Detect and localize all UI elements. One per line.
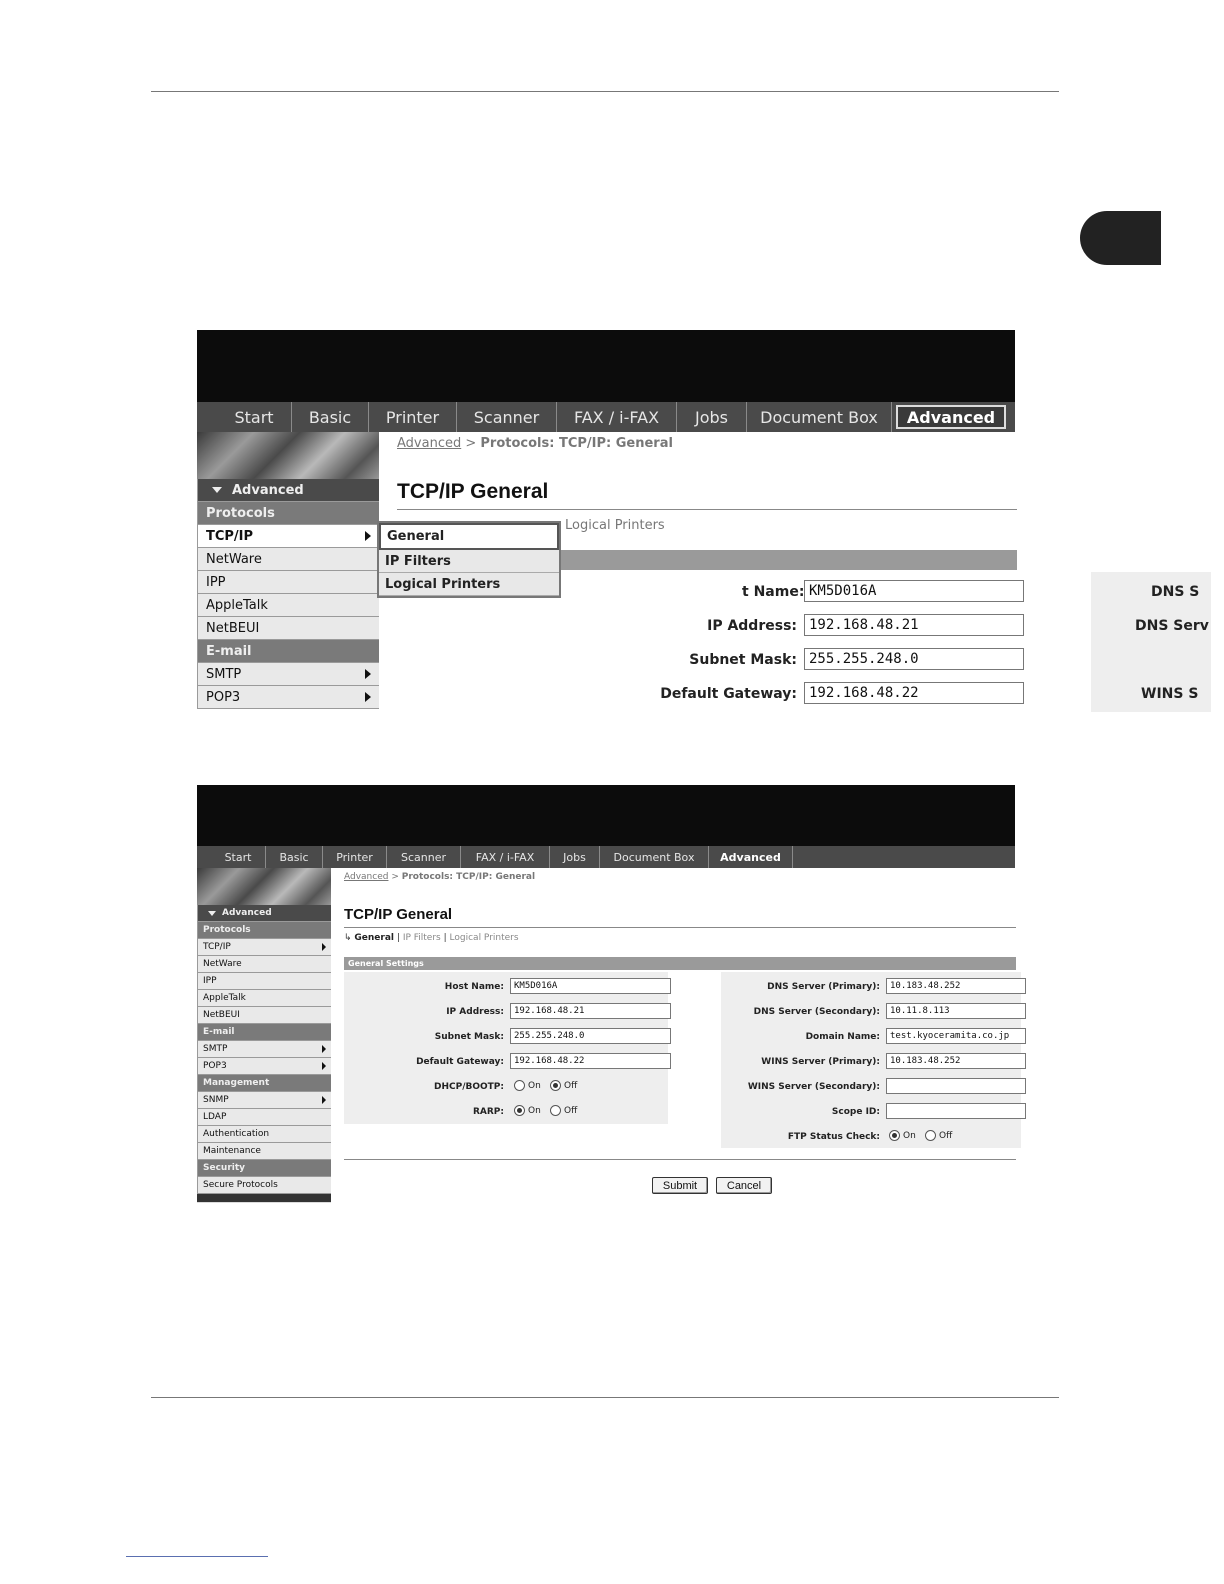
tab-jobs[interactable]: Jobs <box>550 846 600 868</box>
form-bottom-rule <box>344 1159 1016 1160</box>
sidebar-item-ipp[interactable]: IPP <box>197 571 379 594</box>
left-settings-panel <box>344 972 668 1124</box>
sidebar-item-smtp[interactable] <box>197 1041 331 1058</box>
tab-scanner[interactable]: Scanner <box>457 402 557 432</box>
sidebar-item-pop3[interactable] <box>197 1058 331 1075</box>
footer-link-underline <box>126 1556 268 1557</box>
footer-rule <box>151 1397 1059 1398</box>
subnet-mask-input[interactable]: 255.255.248.0 <box>510 1028 671 1044</box>
breadcrumb-separator: > <box>465 436 477 451</box>
sidebar-section-protocols: Protocols <box>197 922 331 939</box>
sidebar-header-label: Advanced <box>222 908 272 918</box>
scope-id-input[interactable] <box>886 1103 1026 1119</box>
breadcrumb <box>344 872 535 882</box>
tab-printer[interactable]: Printer <box>369 402 457 432</box>
subtabs <box>344 933 519 943</box>
sidebar-item-label: POP3 <box>206 689 241 705</box>
sidebar-header-label: Advanced <box>232 482 304 498</box>
breadcrumb-current: Protocols: TCP/IP: General <box>401 872 536 882</box>
breadcrumb-link-advanced[interactable]: Advanced <box>344 872 389 882</box>
radio-icon <box>925 1130 936 1141</box>
submenu-item-general[interactable]: General <box>379 523 559 550</box>
sidebar-item-netware[interactable]: NetWare <box>197 548 379 571</box>
top-banner <box>197 330 1015 402</box>
subtab-general[interactable]: General <box>354 933 395 943</box>
breadcrumb <box>397 436 673 451</box>
breadcrumb-separator: > <box>391 872 399 882</box>
ip-address-input[interactable]: 192.168.48.21 <box>510 1003 671 1019</box>
radio-label: Off <box>939 1130 953 1141</box>
submenu-arrow-icon <box>365 669 371 679</box>
sidebar-item-label: TCP/IP <box>206 528 254 544</box>
subtab-ip-filters[interactable]: IP Filters <box>402 933 441 943</box>
rarp-off-radio[interactable] <box>550 1105 577 1116</box>
header-rule <box>151 91 1059 92</box>
sidebar-section-protocols: Protocols <box>197 502 379 525</box>
ip-address-input[interactable]: 192.168.48.21 <box>804 614 1024 636</box>
submenu-arrow-icon <box>365 531 371 541</box>
radio-label: Off <box>564 1080 578 1091</box>
section-header: General Settings <box>344 957 1016 970</box>
tab-start[interactable]: Start <box>211 846 266 868</box>
sidebar-item-authentication[interactable]: Authentication <box>197 1126 331 1143</box>
wins-secondary-input[interactable] <box>886 1078 1026 1094</box>
subnet-mask-input[interactable]: 255.255.248.0 <box>804 648 1024 670</box>
title-rule <box>397 509 1017 510</box>
host-name-input[interactable]: KM5D016A <box>510 978 671 994</box>
screenshot-zoomed <box>197 330 1209 706</box>
sidebar-footer <box>197 1194 331 1202</box>
sidebar-item-pop3[interactable] <box>197 686 379 709</box>
domain-name-label: Domain Name: <box>805 1032 880 1042</box>
radio-icon-selected <box>550 1080 561 1091</box>
sidebar-item-snmp[interactable] <box>197 1092 331 1109</box>
submenu-arrow-icon <box>322 943 326 951</box>
sidebar-section-security: Security <box>197 1160 331 1177</box>
radio-icon <box>550 1105 561 1116</box>
sidebar-banner-image <box>197 432 379 479</box>
sidebar-section-email: E-mail <box>197 640 379 663</box>
submenu-arrow-icon <box>322 1062 326 1070</box>
radio-label: On <box>528 1105 541 1116</box>
submenu-arrow-icon <box>322 1096 326 1104</box>
default-gateway-input[interactable]: 192.168.48.22 <box>804 682 1024 704</box>
rarp-label: RARP: <box>472 1107 504 1117</box>
ftp-status-on-radio[interactable] <box>889 1130 916 1141</box>
screenshot-full <box>197 785 1015 1203</box>
wins-primary-input[interactable]: 10.183.48.252 <box>886 1053 1026 1069</box>
default-gateway-input[interactable]: 192.168.48.22 <box>510 1053 671 1069</box>
radio-icon-selected <box>889 1130 900 1141</box>
chapter-tab <box>1080 211 1161 265</box>
scope-id-label: Scope ID: <box>831 1107 880 1117</box>
title-rule <box>344 927 1016 928</box>
wins-primary-label: WINS Server (Primary): <box>761 1057 880 1067</box>
dns-secondary-label: DNS Server (Secondary): <box>753 1007 880 1017</box>
dns-primary-input[interactable]: 10.183.48.252 <box>886 978 1026 994</box>
tab-advanced[interactable]: Advanced <box>709 846 793 868</box>
sidebar-item-label: SMTP <box>206 666 242 682</box>
page-title: TCP/IP General <box>397 480 549 503</box>
radio-icon-selected <box>514 1105 525 1116</box>
submenu-item-ip-filters[interactable]: IP Filters <box>379 550 559 573</box>
dhcp-label: DHCP/BOOTP: <box>434 1082 504 1092</box>
host-name-label: Host Name: <box>444 982 504 992</box>
dhcp-off-radio[interactable] <box>550 1080 577 1091</box>
ip-address-label: IP Address: <box>707 618 797 634</box>
nav-tabs <box>197 846 1015 868</box>
tab-document-box[interactable]: Document Box <box>747 402 892 432</box>
default-gateway-label: Default Gateway: <box>416 1057 504 1067</box>
host-name-input[interactable]: KM5D016A <box>804 580 1024 602</box>
sidebar-item-ldap[interactable]: LDAP <box>197 1109 331 1126</box>
sidebar-advanced-header[interactable] <box>197 905 331 922</box>
collapse-icon <box>208 911 216 916</box>
tcpip-submenu <box>377 521 561 598</box>
default-gateway-label: Default Gateway: <box>660 686 797 702</box>
nav-tabs <box>197 402 1015 432</box>
cancel-button[interactable]: Cancel <box>716 1177 772 1194</box>
sidebar-item-maintenance[interactable]: Maintenance <box>197 1143 331 1160</box>
submenu-item-logical-printers[interactable]: Logical Printers <box>379 573 559 596</box>
sidebar-item-label: TCP/IP <box>203 942 231 952</box>
ip-address-label: IP Address: <box>446 1007 504 1017</box>
sidebar-section-email: E-mail <box>197 1024 331 1041</box>
sidebar-item-label: SMTP <box>203 1044 228 1054</box>
subtab-separator: | <box>443 933 447 943</box>
sidebar-item-tcpip[interactable] <box>197 939 331 956</box>
sidebar-item-ipp[interactable]: IPP <box>197 973 331 990</box>
sidebar-section-management: Management <box>197 1075 331 1092</box>
sidebar-item-appletalk[interactable]: AppleTalk <box>197 594 379 617</box>
tab-advanced[interactable]: Advanced <box>896 405 1006 429</box>
ftp-status-label: FTP Status Check: <box>787 1132 880 1142</box>
sidebar-item-secure-protocols[interactable]: Secure Protocols <box>197 1177 331 1194</box>
subtab-separator: | <box>396 933 400 943</box>
sidebar-banner-image <box>197 868 331 905</box>
radio-icon <box>514 1080 525 1091</box>
tab-printer[interactable]: Printer <box>323 846 387 868</box>
host-name-label: t Name: <box>742 584 805 600</box>
tab-document-box[interactable]: Document Box <box>600 846 709 868</box>
subnet-mask-label: Subnet Mask: <box>434 1032 504 1042</box>
subnet-mask-label: Subnet Mask: <box>689 652 797 668</box>
collapse-icon <box>212 487 222 493</box>
subtab-logical-printers-partial[interactable]: Logical Printers <box>565 518 665 533</box>
subtab-logical-printers[interactable]: Logical Printers <box>449 933 519 943</box>
radio-label: Off <box>564 1105 578 1116</box>
subtab-arrow-icon: ↳ <box>344 933 355 943</box>
sidebar-item-smtp[interactable] <box>197 663 379 686</box>
tab-fax[interactable]: FAX / i-FAX <box>557 402 677 432</box>
wins-secondary-label: WINS Server (Secondary): <box>747 1082 880 1092</box>
dns-primary-label-partial: DNS S <box>1151 584 1200 600</box>
dns-primary-label: DNS Server (Primary): <box>767 982 880 992</box>
radio-label: On <box>903 1130 916 1141</box>
sidebar-item-netware[interactable]: NetWare <box>197 956 331 973</box>
submenu-arrow-icon <box>322 1045 326 1053</box>
wins-primary-label-partial: WINS S <box>1141 686 1199 702</box>
sidebar-item-netbeui[interactable]: NetBEUI <box>197 617 379 640</box>
breadcrumb-link-advanced[interactable]: Advanced <box>397 436 462 451</box>
tab-scanner[interactable]: Scanner <box>387 846 461 868</box>
dns-secondary-label-partial: DNS Serv <box>1135 618 1209 634</box>
radio-label: On <box>528 1080 541 1091</box>
tab-basic[interactable]: Basic <box>266 846 323 868</box>
sidebar-advanced-header[interactable] <box>197 479 379 502</box>
sidebar <box>197 868 331 1203</box>
top-banner <box>197 785 1015 846</box>
page-title: TCP/IP General <box>344 906 453 923</box>
sidebar-item-label: POP3 <box>203 1061 227 1071</box>
tab-basic[interactable]: Basic <box>292 402 369 432</box>
main-content <box>331 868 1015 1203</box>
submenu-arrow-icon <box>365 692 371 702</box>
dhcp-on-radio[interactable] <box>514 1080 541 1091</box>
sidebar-item-label: SNMP <box>203 1095 229 1105</box>
sidebar-item-appletalk[interactable]: AppleTalk <box>197 990 331 1007</box>
sidebar <box>197 432 379 706</box>
domain-name-input[interactable]: test.kyoceramita.co.jp <box>886 1028 1026 1044</box>
breadcrumb-current: Protocols: TCP/IP: General <box>480 436 673 451</box>
tab-start[interactable]: Start <box>217 402 292 432</box>
rarp-on-radio[interactable] <box>514 1105 541 1116</box>
dns-secondary-input[interactable]: 10.11.8.113 <box>886 1003 1026 1019</box>
tab-fax[interactable]: FAX / i-FAX <box>461 846 550 868</box>
submit-button[interactable]: Submit <box>652 1177 708 1194</box>
ftp-status-off-radio[interactable] <box>925 1130 952 1141</box>
sidebar-item-netbeui[interactable]: NetBEUI <box>197 1007 331 1024</box>
sidebar-item-tcpip[interactable] <box>197 525 379 548</box>
tab-jobs[interactable]: Jobs <box>677 402 747 432</box>
